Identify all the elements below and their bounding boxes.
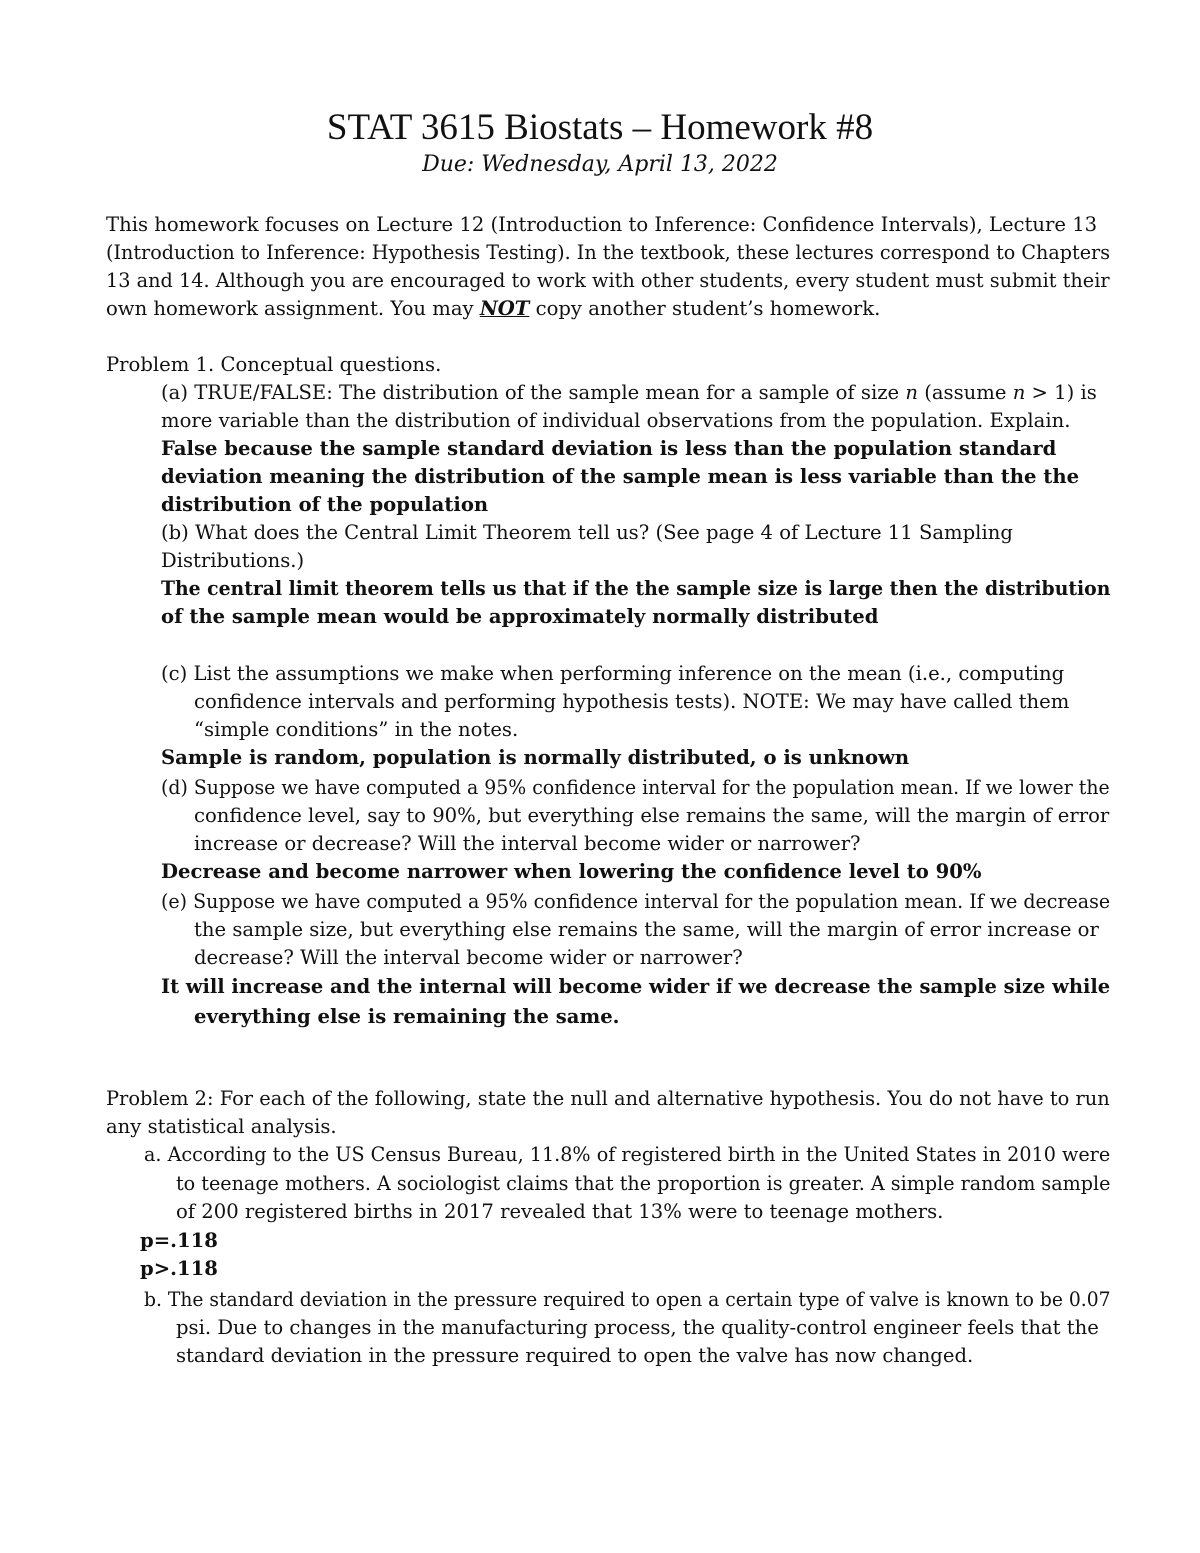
question-2a-line-1: a. According to the US Census Bureau, 11.8% of registered birth in the United States in 2010 were — [144, 1143, 1111, 1166]
question-1c-line-1: (c) List the assumptions we make when performing inference on the mean (i.e., computing — [161, 662, 1065, 685]
variable-n-2: n — [1012, 381, 1026, 404]
question-1e-line-1: (e) Suppose we have computed a 95% confidence interval for the population mean. If we decrease — [161, 890, 1111, 913]
problem-2-heading-line-2: any statistical analysis. — [106, 1115, 337, 1138]
answer-1a-line-2: deviation meaning the distribution of the sample mean is less variable than the the — [161, 465, 1080, 488]
answer-2a-alternative: p>.118 — [140, 1257, 218, 1280]
question-1a-line-2: more variable than the distribution of individual observations from the population. Explain. — [161, 409, 1071, 432]
problem-2-heading-line-1: Problem 2: For each of the following, state the null and alternative hypothesis. You do not have to run — [106, 1087, 1110, 1110]
due-date: Due: Wednesday, April 13, 2022 — [422, 152, 778, 177]
question-1c-line-2: confidence intervals and performing hypothesis tests). NOTE: We may have called them — [194, 690, 1070, 713]
problem-1-heading: Problem 1. Conceptual questions. — [106, 353, 442, 376]
page-title: STAT 3615 Biostats – Homework #8 — [326, 107, 874, 148]
intro-line-2: (Introduction to Inference: Hypothesis Testing). In the textbook, these lectures correspond to Chapters — [106, 241, 1111, 264]
variable-n: n — [905, 381, 918, 404]
question-1d-line-3: increase or decrease? Will the interval become wider or narrower? — [194, 832, 861, 855]
intro-line-4 — [106, 295, 880, 323]
question-1e-line-3: decrease? Will the interval become wider or narrower? — [194, 946, 743, 969]
question-1a-text-3: > 1) is — [1025, 381, 1097, 404]
answer-1d-line-1: Decrease and become narrower when lowering the confidence level to 90% — [161, 860, 982, 883]
intro-line-3: 13 and 14. Although you are encouraged to work with other students, every student must submit their — [106, 269, 1110, 292]
question-1a-text-2: (assume — [918, 381, 1013, 404]
question-2a-line-3: of 200 registered births in 2017 revealed that 13% were to teenage mothers. — [176, 1200, 944, 1223]
answer-1e-line-2: everything else is remaining the same. — [194, 1005, 620, 1028]
question-1d-line-1: (d) Suppose we have computed a 95% confidence interval for the population mean. If we lower the — [161, 776, 1110, 799]
question-2b-line-3: standard deviation in the pressure required to open the valve has now changed. — [176, 1344, 974, 1367]
question-1c-line-3: “simple conditions” in the notes. — [194, 718, 519, 741]
question-2b-line-1: b. The standard deviation in the pressure required to open a certain type of valve is known to be 0.07 — [144, 1288, 1111, 1311]
answer-2a-null: p=.118 — [140, 1229, 218, 1252]
not-emphasis: NOT — [479, 297, 530, 320]
intro-line-4-end: copy another student’s homework. — [529, 297, 881, 320]
answer-1a-line-3: distribution of the population — [161, 493, 489, 516]
question-1a-line-1 — [161, 379, 1097, 407]
question-1d-line-2: confidence level, say to 90%, but everything else remains the same, will the margin of error — [194, 804, 1110, 827]
question-2b-line-2: psi. Due to changes in the manufacturing process, the quality-control engineer feels that the — [176, 1316, 1099, 1339]
answer-1c-line-1: Sample is random, population is normally distributed, o is unknown — [161, 746, 910, 769]
answer-1e-line-1: It will increase and the internal will become wider if we decrease the sample size while — [161, 975, 1111, 998]
question-2a-line-2: to teenage mothers. A sociologist claims that the proportion is greater. A simple random sample — [176, 1172, 1111, 1195]
answer-1b-line-1: The central limit theorem tells us that if the the sample size is large then the distribution — [161, 577, 1111, 600]
question-1a-text: (a) TRUE/FALSE: The distribution of the sample mean for a sample of size — [161, 381, 906, 404]
question-1e-line-2: the sample size, but everything else remains the same, will the margin of error increase or — [194, 918, 1099, 941]
answer-1b-line-2: of the sample mean would be approximately normally distributed — [161, 605, 879, 628]
question-1b-line-1: (b) What does the Central Limit Theorem tell us? (See page 4 of Lecture 11 Sampling — [161, 521, 1013, 544]
answer-1a-line-1: False because the sample standard deviation is less than the population standard — [161, 437, 1057, 460]
question-1b-line-2: Distributions.) — [161, 549, 305, 572]
intro-line-1: This homework focuses on Lecture 12 (Introduction to Inference: Confidence Intervals), Lecture 13 — [106, 213, 1098, 236]
intro-line-4-text: own homework assignment. You may — [106, 297, 480, 320]
